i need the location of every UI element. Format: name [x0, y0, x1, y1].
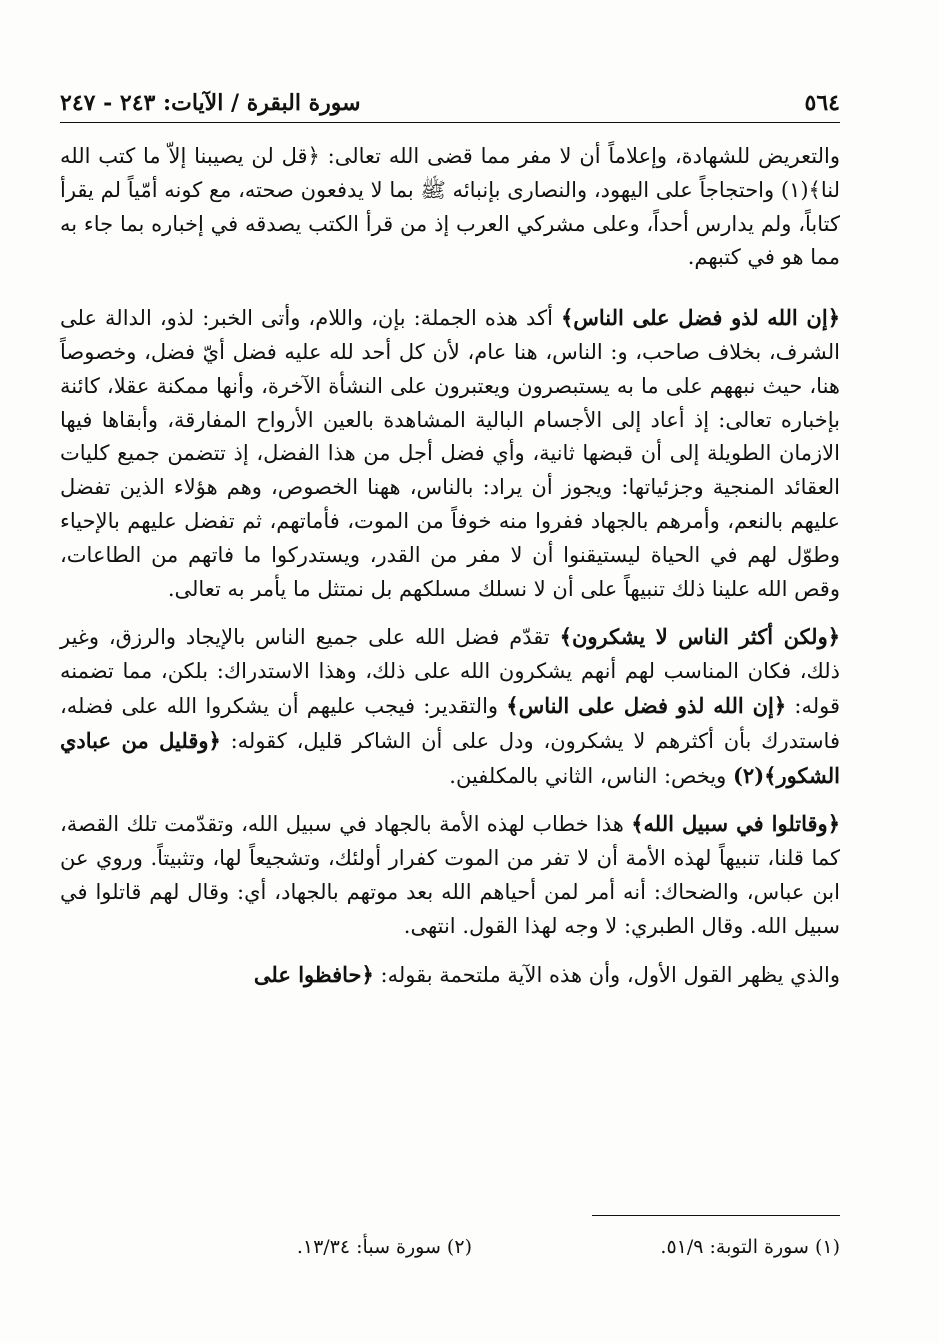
paragraph-text: والتعريض للشهادة، وإعلاماً أن لا مفر مما قضى الله تعالى: ﴿قل لن يصيبنا إلاّ ما كتب الله لنا﴾(١) واحتجاجاً على اليهود، والنصارى بإنبائه ﷺ بما لا يدفعون صحته، مع كونه أمّياً لم يقرأ كتاباً، ولم يدارس أحداً، وعلى مشركي العرب إذ من قرأ الكتب يصدقه في إخباره بما جاء به مما هو في كتبهم. — [60, 144, 840, 270]
paragraph-text: ويخص: الناس، الثاني بالمكلفين. — [449, 763, 733, 788]
footnote-divider — [592, 1215, 840, 1216]
page-header — [60, 84, 840, 123]
paragraph-4 — [60, 807, 840, 943]
paragraph-text: والذي يظهر القول الأول، وأن هذه الآية ملتحمة بقوله: — [373, 962, 840, 987]
footnote-1: (١) سورة التوبة: ٥١/٩. — [660, 1236, 840, 1258]
quran-quote: ﴿حافظوا على — [253, 961, 374, 987]
paragraph-text: تقدّم فضل الله على جميع الناس بالإيجاد والرزق، وغير ذلك، فكان المناسب لهم أنهم يشكرون الله على ذلك، وهذا الاستدراك: بلكن، مما تضمنه قوله: — [60, 625, 840, 718]
footnote-2: (٢) سورة سبأ: ١٣/٣٤. — [296, 1236, 472, 1258]
quran-quote: ﴿إن الله لذو فضل على الناس﴾ — [560, 305, 840, 331]
quran-quote: ﴿إن الله لذو فضل على الناس﴾ — [506, 692, 787, 718]
paragraph-text: هذا خطاب لهذه الأمة بالجهاد في سبيل الله، وتقدّمت تلك القصة، كما قلنا، تنبيهاً لهذه الأمة أن لا تفر من الموت كفرار أولئك، وتشجيعاً لها، وتثبيتاً. وروي عن ابن عباس، والضحاك: أنه أمر لمن أحياهم الله بعد موتهم بالجهاد، أي: وقال لهم قاتلوا في سبيل الله. وقال الطبري: لا وجه لهذا القول. انتهى. — [60, 812, 840, 938]
page-number: ٥٦٤ — [804, 90, 840, 116]
body-text — [60, 140, 840, 1006]
quran-quote: ﴿وقاتلوا في سبيل الله﴾ — [631, 811, 840, 837]
paragraph-text: والتقدير: فيجب عليهم أن يشكروا الله على فضله، فاستدرك بأن أكثرهم لا يشكرون، ودل على أن الشاكر قليل، كقوله: — [60, 693, 840, 753]
paragraph-2 — [60, 301, 840, 606]
quran-quote: ﴿وقليل من عبادي الشكور﴾(٢) — [60, 727, 840, 788]
paragraph-3 — [60, 620, 840, 793]
quran-quote: ﴿ولكن أكثر الناس لا يشكرون﴾ — [559, 624, 841, 650]
paragraph-1 — [60, 140, 840, 275]
paragraph-text: أكد هذه الجملة: بإن، واللام، وأتى الخبر: لذو، الدالة على الشرف، بخلاف صاحب، و: الناس، هنا عام، لأن كل أحد لله عليه فضل أيّ فضل، وخصوصاً هنا، حيث نبههم على ما به يستبصرون ويعتبرون على النشأة الآخرة، وأنها ممكنة عقلا، كائنة بإخباره تعالى: إذ أعاد إلى الأجسام البالية المشاهدة بالعين الأرواح المفارقة، وأبقاها فيها الازمان الطويلة إلى أن قبضها ثانية، وأي فضل أجل من هذا الفضل، إذ تتضمن جميع كليات العقائد المنجية وجزئياتها: ويجوز أن يراد: بالناس، ههنا الخصوص، وهم هؤلاء الذين تفضل عليهم بالنعم، وأمرهم بالجهاد ففروا منه خوفاً من الموت، فأماتهم، ثم تفضل عليهم بالإحياء وطوّل لهم في الحياة ليستيقنوا أن لا مفر من القدر، ويستدركوا ما فاتهم من الطاعات، وقص الله علينا ذلك تنبيهاً على أن لا نسلك مسلكهم بل نمتثل ما يأمر به تعالى. — [60, 306, 840, 601]
paragraph-5 — [60, 958, 840, 993]
running-title: سورة البقرة / الآيات: ٢٤٣ - ٢٤٧ — [60, 90, 361, 116]
footnotes — [60, 1236, 840, 1268]
